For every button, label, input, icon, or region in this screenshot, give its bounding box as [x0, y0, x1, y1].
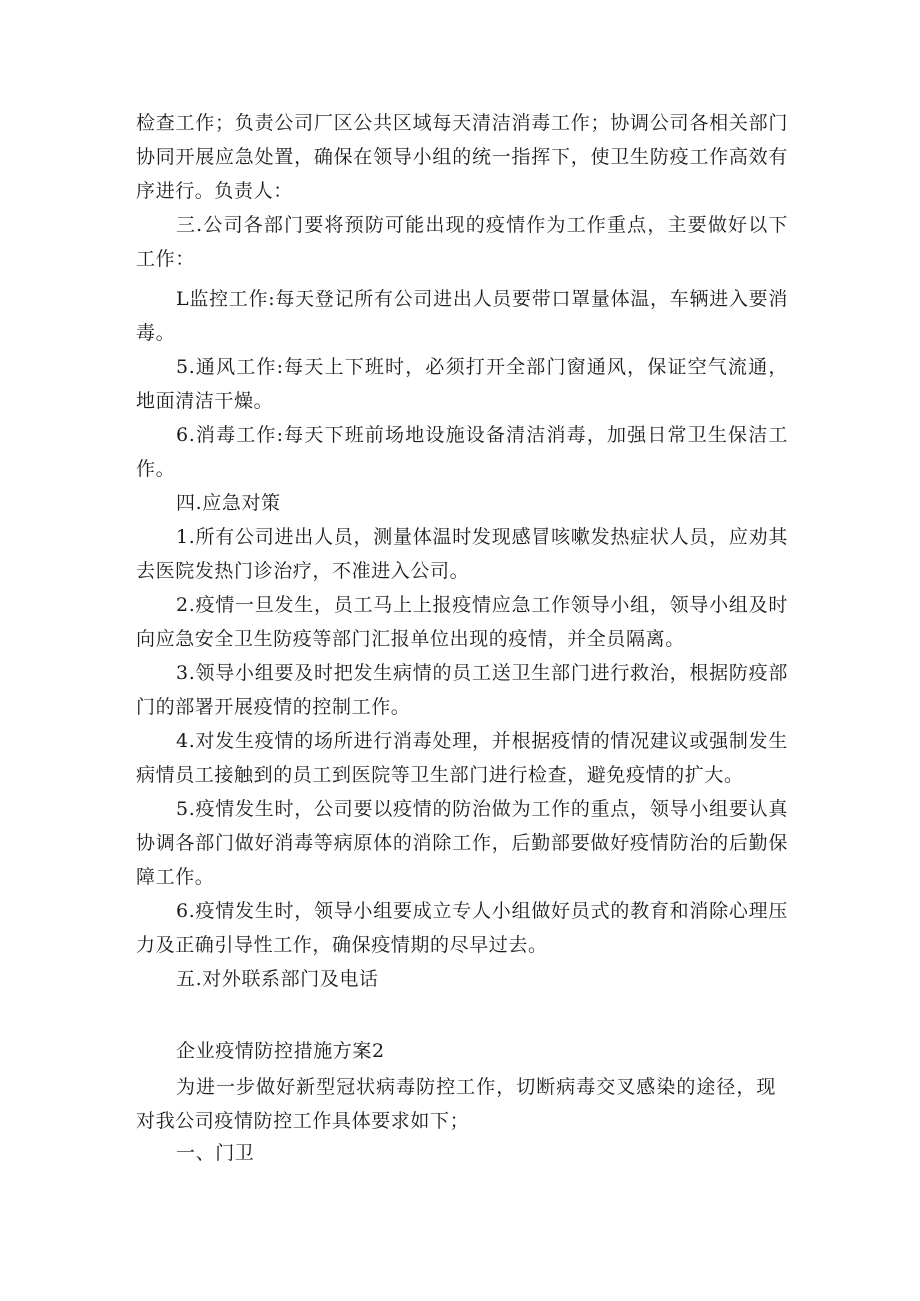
heading-external-contacts: 五.对外联系部门及电话 — [176, 968, 379, 990]
paragraph-emergency-1: 1.所有公司进出人员，测量体温时发现感冒咳嗽发热症状人员，应劝其去医院发热门诊治疗，不准进入公司。 — [136, 526, 788, 582]
paragraph-emergency-5: 5.疫情发生时，公司要以疫情的防治做为工作的重点，领导小组要认真协调各部门做好消毒等病原体的消除工作，后勤部要做好疫情防治的后勤保障工作。 — [136, 798, 788, 888]
section2-title: 企业疫情防控措施方案2 — [176, 1040, 385, 1062]
paragraph-emergency-6: 6.疫情发生时，领导小组要成立专人小组做好员式的教育和消除心理压力及正确引导性工作，确保疫情期的尽早过去。 — [136, 900, 788, 956]
paragraph-responsibilities: 检查工作；负责公司厂区公共区域每天清洁消毒工作；协调公司各相关部门协同开展应急处置，确保在领导小组的统一指挥下，使卫生防疫工作高效有序进行。负责人： — [136, 112, 788, 202]
paragraph-emergency-2: 2.疫情一旦发生，员工马上上报疫情应急工作领导小组，领导小组及时向应急安全卫生防疫等部门汇报单位出现的疫情，并全员隔离。 — [136, 594, 788, 650]
paragraph-emergency-4: 4.对发生疫情的场所进行消毒处理，并根据疫情的情况建议或强制发生病情员工接触到的员工到医院等卫生部门进行检查，避免疫情的扩大。 — [136, 730, 788, 786]
paragraph-monitoring: L监控工作:每天登记所有公司进出人员要带口罩量体温，车辆进入要消毒。 — [136, 288, 788, 344]
heading-emergency-measures: 四.应急对策 — [176, 492, 281, 514]
paragraph-section-three: 三.公司各部门要将预防可能出现的疫情作为工作重点，主要做好以下工作： — [136, 214, 788, 270]
section2-intro: 为进一步做好新型冠状病毒防控工作，切断病毒交叉感染的途径，现对我公司疫情防控工作具体要求如下； — [136, 1076, 776, 1132]
paragraph-emergency-3: 3.领导小组要及时把发生病情的员工送卫生部门进行救治，根据防疫部门的部署开展疫情的控制工作。 — [136, 662, 788, 718]
section2-item-gate: 一、门卫 — [176, 1142, 255, 1164]
paragraph-ventilation: 5.通风工作:每天上下班时，必须打开全部门窗通风，保证空气流通，地面清洁干燥。 — [136, 356, 788, 412]
paragraph-disinfection: 6.消毒工作:每天下班前场地设施设备清洁消毒，加强日常卫生保洁工作。 — [136, 424, 788, 480]
